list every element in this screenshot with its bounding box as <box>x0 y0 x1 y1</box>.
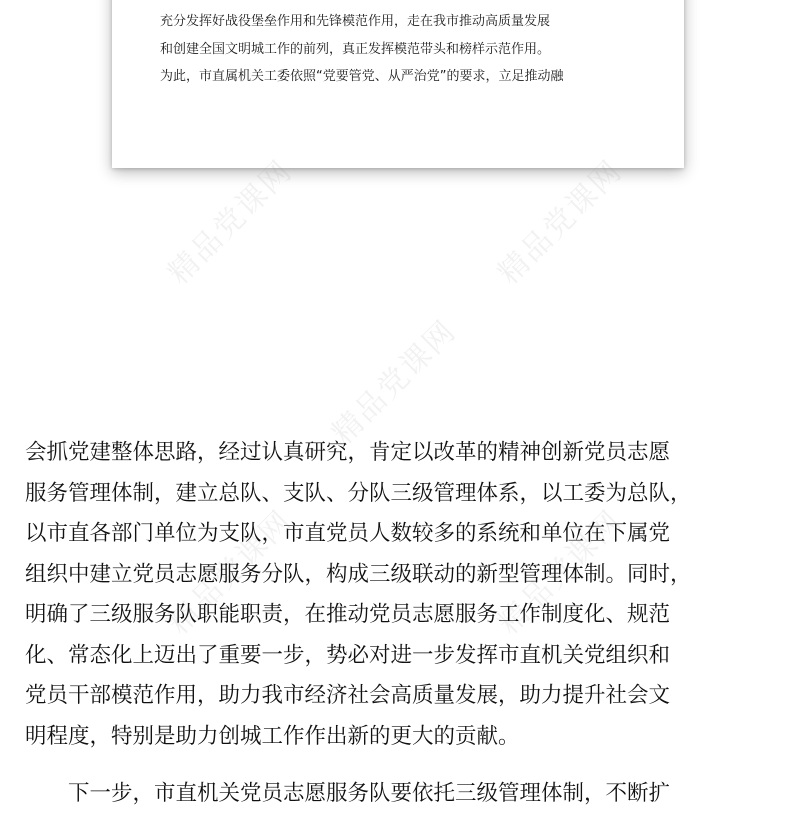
quote-card-text <box>160 8 660 91</box>
paragraph-line: 服务管理体制，建立总队、支队、分队三级管理体系，以工委为总队， <box>25 480 692 506</box>
paragraph-line: 会抓党建整体思路，经过认真研究，肯定以改革的精神创新党员志愿 <box>25 440 671 465</box>
next-paragraph-text: 下一步，市直机关党员志愿服务队要依托三级管理体制，不断扩 <box>68 781 671 806</box>
paragraph-line: 党员干部模范作用，助力我市经济社会高质量发展，助力提升社会文 <box>25 683 671 708</box>
watermark: 精品党课网 <box>161 153 300 292</box>
paragraph-line: 明程度，特别是助力创城工作作出新的更大的贡献。 <box>25 723 520 749</box>
paragraph-line: 化、常态化上迈出了重要一步，势必对进一步发挥市直机关党组织和 <box>25 642 671 668</box>
watermark: 精品党课网 <box>325 313 464 452</box>
paragraph-line: 明确了三级服务队职能职责，在推动党员志愿服务工作制度化、规范 <box>25 602 671 627</box>
quote-line: 为此，市直属机关工委依照“党要管党、从严治党”的要求，立足推动融 <box>160 69 564 84</box>
watermark: 精品党课网 <box>491 153 630 292</box>
body-paragraph <box>25 433 715 757</box>
watermark: 精品党课网 <box>161 503 300 642</box>
quote-line: 和创建全国文明城工作的前列，真正发挥模范带头和榜样示范作用。 <box>160 41 551 57</box>
paragraph-line: 组织中建立党员志愿服务分队，构成三级联动的新型管理体制。同时， <box>25 561 692 587</box>
watermark: 精品党课网 <box>491 503 630 642</box>
quote-card <box>112 0 684 168</box>
next-paragraph-first-line <box>25 774 745 815</box>
quote-line: 充分发挥好战役堡垒作用和先锋模范作用，走在我市推动高质量发展 <box>160 14 551 29</box>
paragraph-line: 以市直各部门单位为支队，市直党员人数较多的系统和单位在下属党 <box>25 521 671 546</box>
